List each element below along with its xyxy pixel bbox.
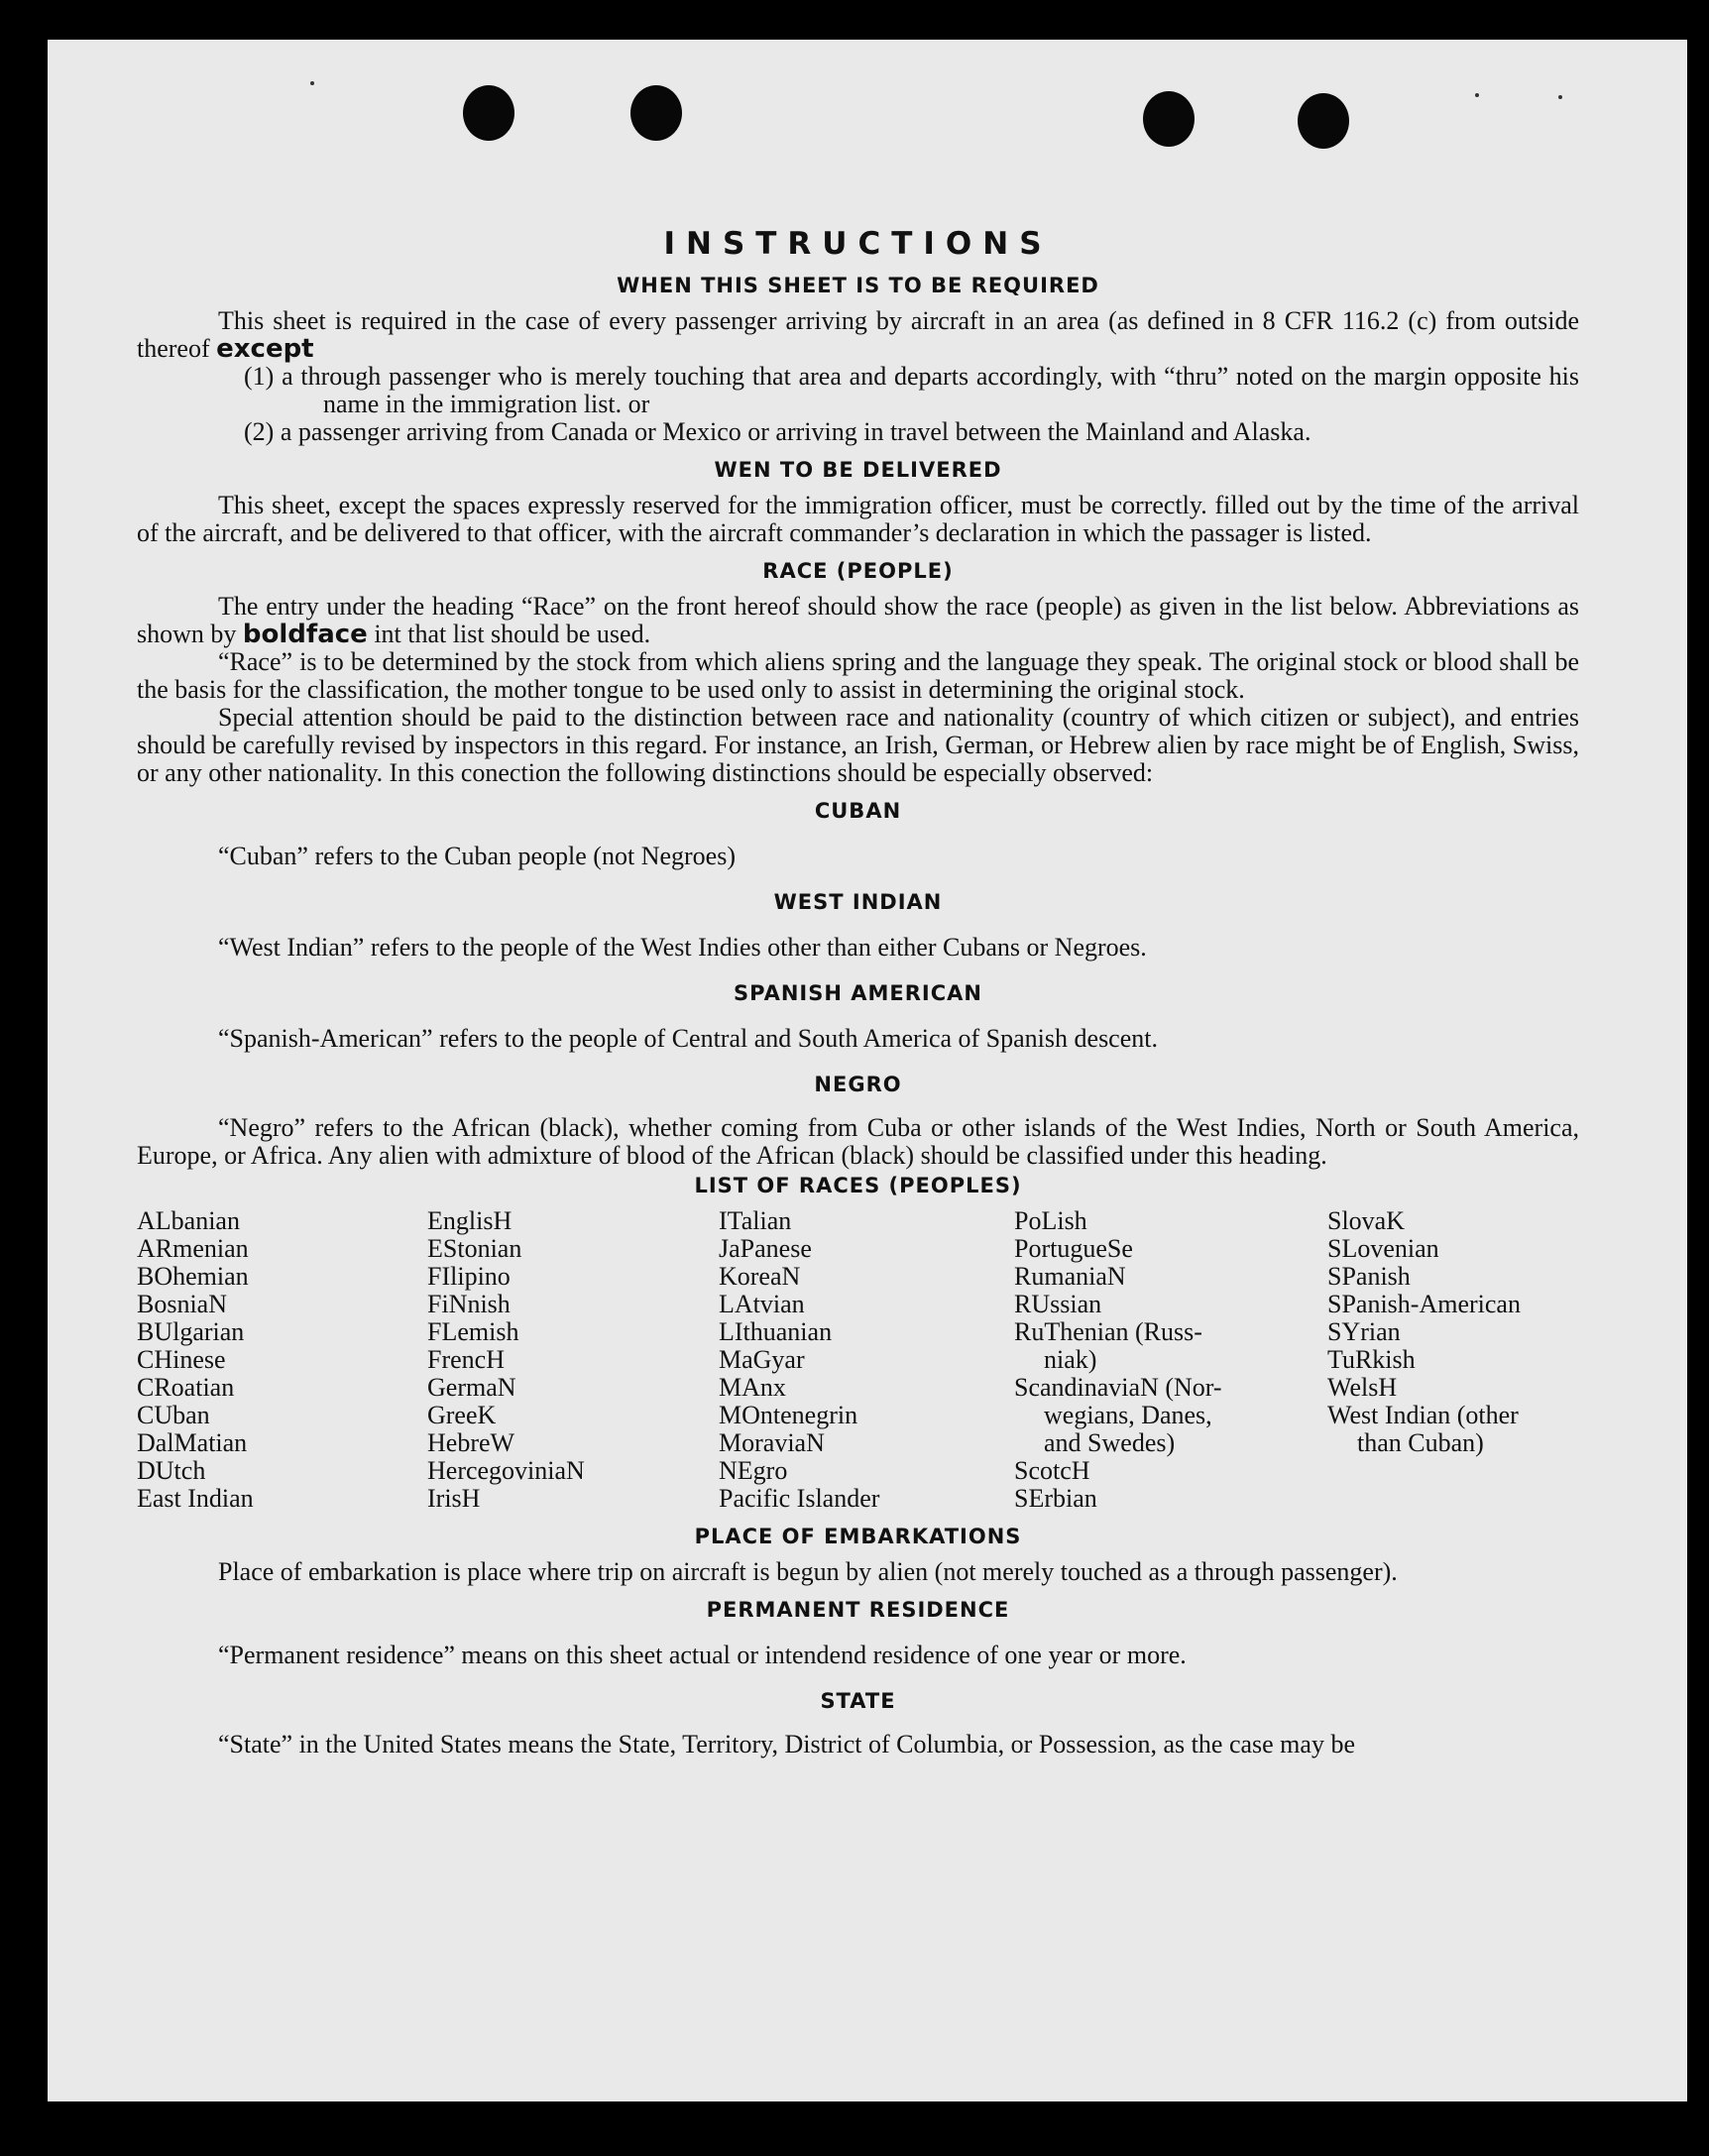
section-heading: SPANISH AMERICAN (734, 981, 982, 1005)
race-item: JaPanese (719, 1234, 812, 1263)
paragraph: “Race” is to be determined by the stock from which aliens spring and the language they speak. The original stock or blood shall be the basis for the classification, the mother tongue to be used only to assist in determining the original stock. (137, 647, 1579, 704)
punch-hole (1298, 93, 1349, 149)
race-item: FrencH (427, 1345, 505, 1374)
paragraph: “State” in the United States means the State, Territory, District of Columbia, or Possession, as the case may be (218, 1730, 1355, 1759)
bold-text: except (216, 334, 314, 364)
race-item-continuation: wegians, Danes, (1044, 1401, 1212, 1429)
section-heading: CUBAN (814, 799, 902, 823)
section-heading: WHEN THIS SHEET IS TO BE REQUIRED (617, 274, 1099, 297)
race-column (719, 1207, 1014, 1513)
paragraph: “Permanent residence” means on this sheet actual or intendend residence of one year or more. (218, 1641, 1187, 1669)
race-item-continuation: niak) (1044, 1345, 1097, 1374)
race-item: MOntenegrin (719, 1401, 858, 1429)
race-item: MAnx (719, 1373, 786, 1402)
paragraph: “West Indian” refers to the people of the West Indies other than either Cubans or Negroes. (218, 933, 1147, 962)
speck (1475, 93, 1479, 97)
speck (1558, 95, 1562, 99)
race-item: West Indian (other (1327, 1401, 1519, 1429)
race-item: MoraviaN (719, 1428, 825, 1457)
list-item: (1) a through passenger who is merely touching that area and departs accordingly, with “thru” noted on the margin opposite his name in the immigration list. or (244, 362, 1579, 418)
race-item: DUtch (137, 1456, 206, 1485)
paragraph: This sheet, except the spaces expressly reserved for the immigration officer, must be correctly. filled out by the time of the arrival of the aircraft, and be delivered to that officer, with the aircraft commander’s declaration in which the passager is listed. (137, 491, 1579, 547)
race-item: MaGyar (719, 1345, 805, 1374)
race-column (137, 1207, 427, 1513)
section-heading: STATE (820, 1689, 896, 1713)
race-column (1327, 1207, 1579, 1513)
race-item: BUlgarian (137, 1317, 245, 1346)
race-item: ARmenian (137, 1234, 249, 1263)
race-item: CRoatian (137, 1373, 235, 1402)
paragraph: “Spanish-American” refers to the people of Central and South America of Spanish descent. (218, 1024, 1158, 1053)
section-heading: NEGRO (814, 1073, 902, 1096)
race-item: SPanish-American (1327, 1290, 1521, 1318)
race-item: Pacific Islander (719, 1484, 880, 1513)
race-item: CUban (137, 1401, 210, 1429)
race-item: SErbian (1014, 1484, 1097, 1513)
race-item: HebreW (427, 1428, 515, 1457)
race-item: SlovaK (1327, 1206, 1405, 1235)
race-item: SYrian (1327, 1317, 1401, 1346)
race-item: GermaN (427, 1373, 516, 1402)
race-item: RuThenian (Russ- (1014, 1317, 1202, 1346)
paragraph (137, 593, 1579, 648)
document-title: INSTRUCTIONS (663, 226, 1053, 262)
paragraph: Special attention should be paid to the distinction between race and nationality (country of which citizen or subject), and entries should be carefully revised by inspectors in this regard. For instance, an Irish, German, or Hebrew alien by race might be of English, Swiss, or any other nationality. In this conection the following distinctions should be especially observed: (137, 703, 1579, 787)
race-item: EnglisH (427, 1206, 513, 1235)
punch-hole (630, 85, 682, 141)
section-heading: LIST OF RACES (PEOPLES) (694, 1174, 1022, 1197)
section-heading: PERMANENT RESIDENCE (706, 1598, 1010, 1622)
race-item: NEgro (719, 1456, 788, 1485)
section-heading: WEST INDIAN (773, 890, 943, 914)
race-item: BOhemian (137, 1262, 249, 1291)
paragraph-text: The entry under the heading “Race” on the front hereof should show the race (people) as given in the list below. Abbreviations as shown by (137, 592, 1579, 648)
race-item: RumaniaN (1014, 1262, 1126, 1291)
race-item: FiNnish (427, 1290, 511, 1318)
race-item: CHinese (137, 1345, 226, 1374)
list-item: (2) a passenger arriving from Canada or Mexico or arriving in travel between the Mainland and Alaska. (244, 417, 1311, 446)
race-item: WelsH (1327, 1373, 1398, 1402)
race-item: EStonian (427, 1234, 522, 1263)
race-list (137, 1207, 1579, 1513)
race-item: GreeK (427, 1401, 497, 1429)
race-item: SPanish (1327, 1262, 1411, 1291)
race-item: East Indian (137, 1484, 254, 1513)
race-item: LAtvian (719, 1290, 805, 1318)
bold-text: boldface (242, 620, 368, 649)
section-heading: WEN TO BE DELIVERED (714, 458, 1002, 482)
race-item: DalMatian (137, 1428, 248, 1457)
race-item: ScandinaviaN (Nor- (1014, 1373, 1222, 1402)
document-content (137, 188, 1579, 1759)
race-item: SLovenian (1327, 1234, 1439, 1263)
speck (310, 81, 314, 85)
race-item: KoreaN (719, 1262, 801, 1291)
paragraph-text: This sheet is required in the case of every passenger arriving by aircraft in an area (as defined in 8 CFR 116.2 (c) from outside thereof (137, 306, 1579, 363)
race-item: PoLish (1014, 1206, 1087, 1235)
punch-hole (463, 85, 514, 141)
paragraph (137, 307, 1579, 363)
race-item: TuRkish (1327, 1345, 1416, 1374)
punch-hole (1143, 91, 1195, 147)
paragraph: “Negro” refers to the African (black), whether coming from Cuba or other islands of the West Indies, North or South America, Europe, or Africa. Any alien with admixture of blood of the African (black) should be classified under this heading. (137, 1113, 1579, 1170)
paragraph-text: int that list should be used. (367, 620, 651, 648)
race-item: PortugueSe (1014, 1234, 1133, 1263)
race-item: FIlipino (427, 1262, 511, 1291)
race-item: ALbanian (137, 1206, 240, 1235)
race-item: LIthuanian (719, 1317, 833, 1346)
race-item: IrisH (427, 1484, 481, 1513)
race-item: RUssian (1014, 1290, 1102, 1318)
race-item: HercegoviniaN (427, 1456, 585, 1485)
race-item-continuation: and Swedes) (1044, 1428, 1176, 1457)
race-item-continuation: than Cuban) (1357, 1428, 1484, 1457)
paragraph: Place of embarkation is place where trip on aircraft is begun by alien (not merely touched as a through passenger). (218, 1557, 1398, 1586)
race-item: ITalian (719, 1206, 792, 1235)
race-item: FLemish (427, 1317, 519, 1346)
section-heading: PLACE OF EMBARKATIONS (694, 1525, 1022, 1548)
section-heading: RACE (PEOPLE) (762, 559, 954, 583)
race-item: ScotcH (1014, 1456, 1090, 1485)
race-column (1014, 1207, 1327, 1513)
document-page (48, 40, 1687, 2101)
race-column (427, 1207, 719, 1513)
race-item: BosniaN (137, 1290, 227, 1318)
paragraph: “Cuban” refers to the Cuban people (not Negroes) (218, 842, 736, 870)
